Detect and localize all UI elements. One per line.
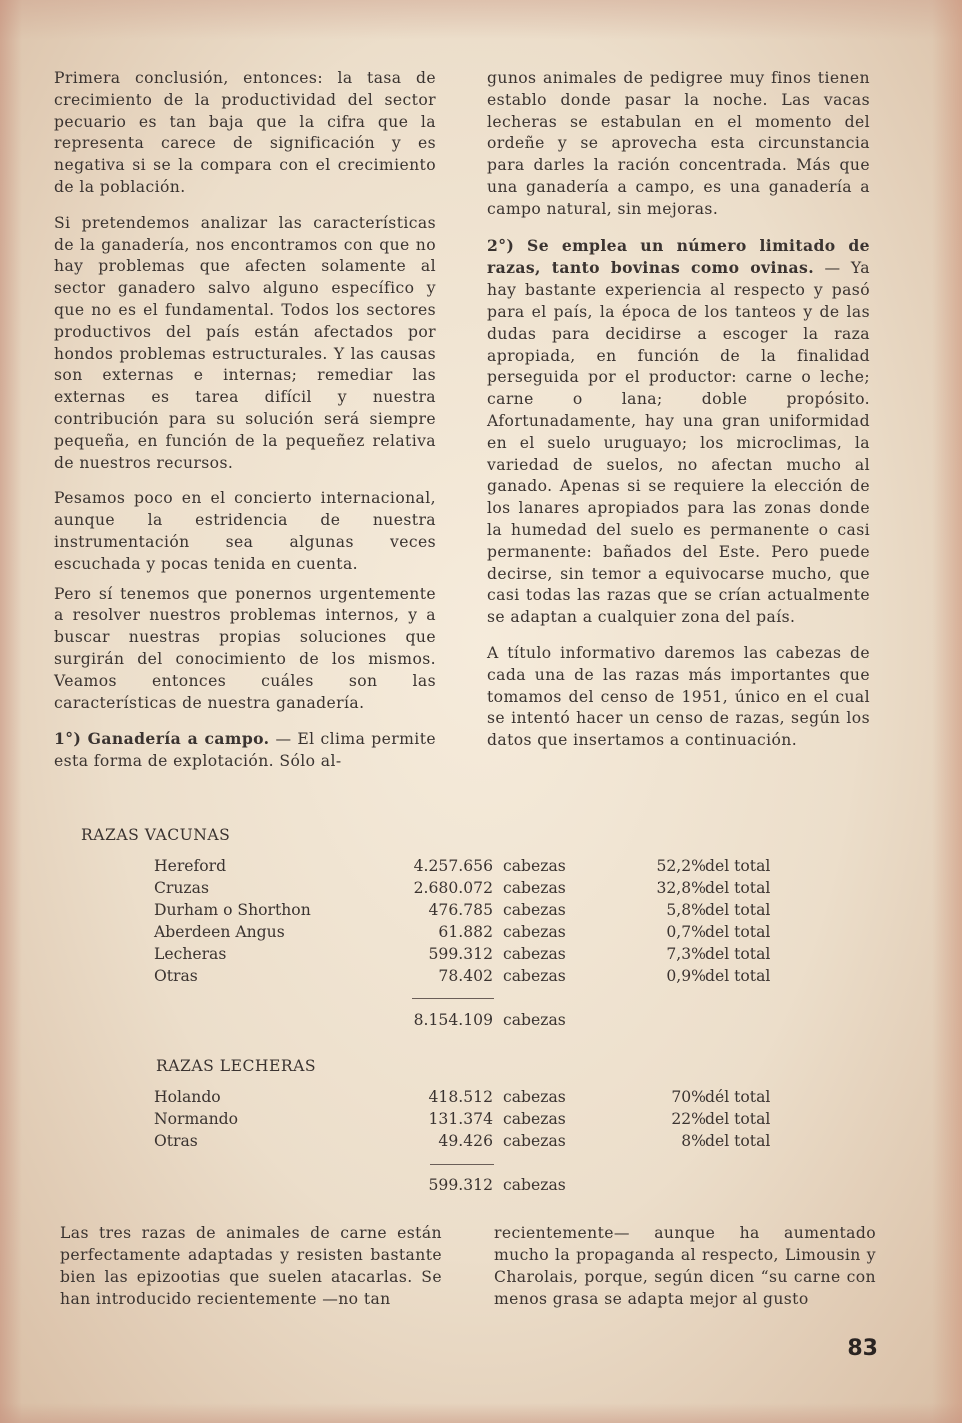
head-count: 4.257.656 <box>413 857 493 875</box>
head-count: 78.402 <box>438 967 493 985</box>
head-count: 61.882 <box>438 923 493 941</box>
paragraph-caracteristicas: Si pretendemos analizar las características de la ganadería, nos encontramos con que no hay problemas que afecten solamente al sector ganadero salvo alguno específico y que no es el fundamental. Todos los sectores productivos del país están afectados por hondos problemas estructurales. Y las causas son externas e internas; remediar las externas es tarea difícil y nuestra contribución para su solución será siempre pequeña, en función de la pequeñez relativa de nuestros recursos. <box>54 213 436 472</box>
table-row <box>0 901 962 923</box>
head-count: 49.426 <box>438 1132 493 1150</box>
table-title-razas-lecheras: RAZAS LECHERAS <box>156 1057 317 1075</box>
table-row <box>0 879 962 901</box>
total-label: del total <box>705 945 771 963</box>
heading-numero-limitado-razas: 2°) Se emplea un número limitado de razas, tanto bovinas como ovinas. <box>487 235 870 278</box>
percentage: 22% <box>671 1110 706 1128</box>
unit-label: cabezas <box>503 857 566 875</box>
percentage: 52,2% <box>656 857 706 875</box>
percentage: 0,7% <box>666 923 706 941</box>
table-row <box>0 923 962 945</box>
breed-name: Cruzas <box>154 879 209 897</box>
percentage: 7,3% <box>666 945 706 963</box>
total-label: del total <box>705 1110 771 1128</box>
total-label: del total <box>705 923 771 941</box>
total-label: del total <box>705 879 771 897</box>
sum-rule <box>412 998 494 999</box>
paper-stain-right <box>932 0 962 1423</box>
breed-name: Durham o Shorthon <box>154 901 311 919</box>
total-head-count: 8.154.109 <box>413 1011 493 1029</box>
head-count: 2.680.072 <box>413 879 493 897</box>
paragraph-pesamos-poco: Pesamos poco en el concierto internacional, aunque la estridencia de nuestra instrumentación sea algunas veces escuchada y pocas tenida en cuenta. <box>54 489 436 573</box>
sum-rule <box>430 1164 494 1165</box>
left-column <box>54 68 436 773</box>
paragraph-primera-conclusion: Primera conclusión, entonces: la tasa de crecimiento de la productividad del sector pecuario es tan baja que la cifra que la representa carece de significación y es negativa si se la compara con el crecimiento de la población. <box>54 69 436 196</box>
head-count: 131.374 <box>428 1110 493 1128</box>
table-row <box>0 857 962 879</box>
head-count: 418.512 <box>428 1088 493 1106</box>
breed-name: Otras <box>154 1132 198 1150</box>
heading-ganaderia-a-campo: 1°) Ganadería a campo. <box>54 729 270 749</box>
breed-name: Aberdeen Angus <box>154 923 285 941</box>
percentage: 32,8% <box>656 879 706 897</box>
table-row <box>0 1132 962 1154</box>
paper-stain-bottom <box>0 1403 962 1423</box>
paragraph-titulo-informativo: A título informativo daremos las cabezas de cada una de las razas más importantes que tomamos del censo de 1951, único en el cual se intentó hacer un censo de razas, según los datos que insertamos a continuación. <box>487 643 870 750</box>
unit-label: cabezas <box>503 879 566 897</box>
bottom-right-paragraph: recientemente— aunque ha aumentado mucho la propaganda al respecto, Limousin y Charolais, porque, según dicen “su carne con menos grasa se adapta mejor al gusto <box>494 1224 876 1308</box>
unit-label: cabezas <box>503 901 566 919</box>
paragraph-animales-pedigree: gunos animales de pedigree muy finos tienen establo donde pasar la noche. Las vacas lecheras se estabulan en el momento del ordeñe y se aprovecha esta circunstancia para darles la ración concentrada. Más que una ganadería a campo, es una ganadería a campo natural, sin mejoras. <box>487 69 870 218</box>
head-count: 599.312 <box>428 945 493 963</box>
unit-label: cabezas <box>503 967 566 985</box>
total-label: del total <box>705 857 771 875</box>
breed-name: Holando <box>154 1088 221 1106</box>
unit-label: cabezas <box>503 1088 566 1106</box>
percentage: 8% <box>681 1132 706 1150</box>
unit-label: cabezas <box>503 945 566 963</box>
table-row <box>0 945 962 967</box>
table-total-row <box>0 1176 962 1198</box>
text-ganaderia-a-campo: — El clima permite esta forma de explotación. Sólo al- <box>54 730 436 771</box>
right-column <box>487 68 870 752</box>
breed-name: Hereford <box>154 857 227 875</box>
total-label: del total <box>705 1132 771 1150</box>
head-count: 476.785 <box>428 901 493 919</box>
unit-label: cabezas <box>503 1110 566 1128</box>
unit-label: cabezas <box>503 923 566 941</box>
total-head-count: 599.312 <box>428 1176 493 1194</box>
unit-label: cabezas <box>503 1011 566 1029</box>
total-label: dél total <box>705 1088 771 1106</box>
total-label: del total <box>705 967 771 985</box>
text-numero-limitado-razas: — Ya hay bastante experiencia al respecto y pasó para el país, la época de los tanteos y de las dudas para decidirse a escoger la raza apropiada, en función de la finalidad perseguida por el productor: carne o leche; carne o lana; doble propósito. Afortunadamente, hay una gran uniformidad en el suelo uruguayo; los microclimas, la variedad de suelos, no afectan mucho al ganado. Apenas si se requiere la elección de los lanares apropiados para las zonas donde la humedad del suelo es permanente o casi permanente: bañados del Este. Pero puede decirse, sin temor a equivocarse mucho, que casi todas las razas que se crían actualmente se adaptan a cualquier zona del país. <box>487 259 871 627</box>
table-row <box>0 1110 962 1132</box>
percentage: 0,9% <box>666 967 706 985</box>
paragraph-numero-limitado-razas <box>487 235 870 629</box>
paper-stain-top <box>0 0 962 40</box>
percentage: 70% <box>671 1088 706 1106</box>
breed-name: Lecheras <box>154 945 227 963</box>
table-total-row <box>0 1011 962 1033</box>
table-row <box>0 967 962 989</box>
table-row <box>0 1088 962 1110</box>
unit-label: cabezas <box>503 1176 566 1194</box>
percentage: 5,8% <box>666 901 706 919</box>
table-title-razas-vacunas: RAZAS VACUNAS <box>81 826 231 844</box>
breed-name: Normando <box>154 1110 238 1128</box>
total-label: del total <box>705 901 771 919</box>
paper-stain-left <box>0 0 22 1423</box>
page-number: 83 <box>847 1336 878 1361</box>
unit-label: cabezas <box>503 1132 566 1150</box>
paragraph-problemas-internos: Pero sí tenemos que ponernos urgentemente a resolver nuestros problemas internos, y a buscar nuestras propias soluciones que surgirán del conocimiento de los mismos. Veamos entonces cuáles son las características de nuestra ganadería. <box>54 584 436 712</box>
bottom-left-paragraph: Las tres razas de animales de carne están perfectamente adaptadas y resisten bastante bien las epizootias que suelen atacarlas. Se han introducido recientemente —no tan <box>60 1224 442 1308</box>
breed-name: Otras <box>154 967 198 985</box>
paragraph-ganaderia-a-campo <box>54 728 436 773</box>
